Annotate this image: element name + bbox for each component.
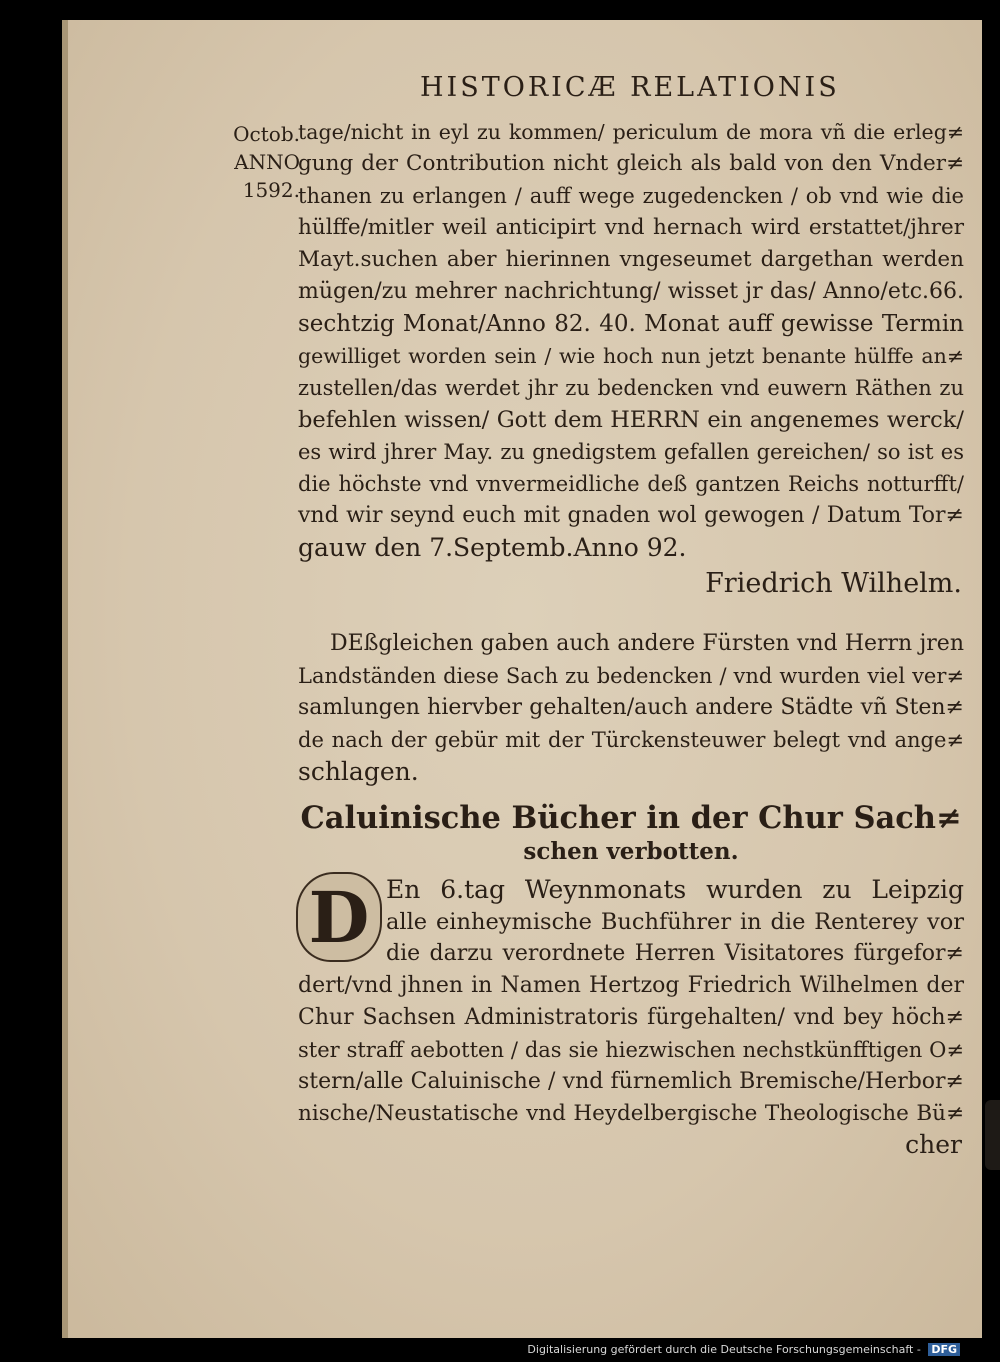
margin-note-month: Octob. [233, 122, 300, 146]
text-line: vnd wir seynd euch mit gnaden wol gewogen / Datum Tor≠ [298, 503, 964, 528]
section-heading: Caluinische Bücher in der Chur Sach≠ [300, 800, 962, 836]
text-line: de nach der gebür mit der Türckensteuwer belegt vnd ange≠ [298, 728, 964, 752]
text-line: sechtzig Monat/Anno 82. 40. Monat auff gewisse Termin [298, 311, 964, 337]
page-edge [62, 20, 68, 1338]
text-line: DEßgleichen gaben auch andere Fürsten vnd Herrn jren [330, 631, 964, 656]
catchword: cher [905, 1130, 962, 1159]
dfg-logo: DFG [928, 1343, 960, 1356]
text-line: es wird jhrer May. zu gnedigstem gefallen gereichen/ so ist es [298, 440, 964, 464]
text-line: gauw den 7.Septemb.Anno 92. [298, 533, 687, 562]
running-head: HISTORICÆ RELATIONIS [420, 72, 840, 103]
text-line: schlagen. [298, 757, 419, 786]
text-line: die höchste vnd vnvermeidliche deß gantzen Reichs notturfft/ [298, 472, 964, 496]
text-line: Mayt.suchen aber hierinnen vngeseumet dargethan werden [298, 247, 964, 272]
text-line: befehlen wissen/ Gott dem HERRN ein angenemes werck/ [298, 407, 964, 433]
text-line: En 6.tag Weynmonats wurden zu Leipzig [386, 875, 964, 904]
text-line: ster straff aebotten / das sie hiezwischen nechstkünfftigen O≠ [298, 1038, 964, 1062]
text-line: nische/Neustatische vnd Heydelbergische Theologische Bü≠ [298, 1101, 964, 1126]
text-line: gewilliget worden sein / wie hoch nun jetzt benante hülffe an≠ [298, 344, 964, 368]
signature: Friedrich Wilhelm. [705, 568, 962, 599]
digitization-footer [527, 1343, 960, 1356]
text-line: alle einheymische Buchführer in die Renterey vor [386, 909, 964, 935]
text-line: stern/alle Caluinische / vnd fürnemlich Bremische/Herbor≠ [298, 1069, 964, 1094]
text-line: Chur Sachsen Administratoris fürgehalten/ vnd bey höch≠ [298, 1005, 964, 1030]
text-line: mügen/zu mehrer nachrichtung/ wisset jr das/ Anno/etc.66. [298, 279, 964, 304]
decorated-initial: D [296, 872, 382, 962]
binding-clip [985, 1100, 1000, 1170]
text-line: die darzu verordnete Herren Visitatores fürgefor≠ [386, 941, 964, 966]
text-line: dert/vnd jhnen in Namen Hertzog Friedrich Wilhelmen der [298, 973, 964, 998]
footer-text: Digitalisierung gefördert durch die Deutsche Forschungsgemeinschaft - [527, 1343, 921, 1356]
text-line: Landständen diese Sach zu bedencken / vnd wurden viel ver≠ [298, 664, 964, 688]
margin-note-anno: ANNO [234, 150, 300, 174]
text-line: zustellen/das werdet jhr zu bedencken vnd euwern Räthen zu [298, 376, 964, 400]
margin-note-year: 1592. [242, 178, 300, 202]
text-line: thanen zu erlangen / auff wege zugedencken / ob vnd wie die [298, 184, 964, 208]
section-heading-continued: schen verbotten. [523, 838, 739, 865]
text-line: tage/nicht in eyl zu kommen/ periculum de mora vñ die erleg≠ [298, 120, 964, 144]
text-line: samlungen hiervber gehalten/auch andere Städte vñ Sten≠ [298, 695, 964, 720]
text-line: hülffe/mitler weil anticipirt vnd hernach wird erstattet/jhrer [298, 215, 964, 240]
text-line: gung der Contribution nicht gleich als bald von den Vnder≠ [298, 151, 964, 176]
